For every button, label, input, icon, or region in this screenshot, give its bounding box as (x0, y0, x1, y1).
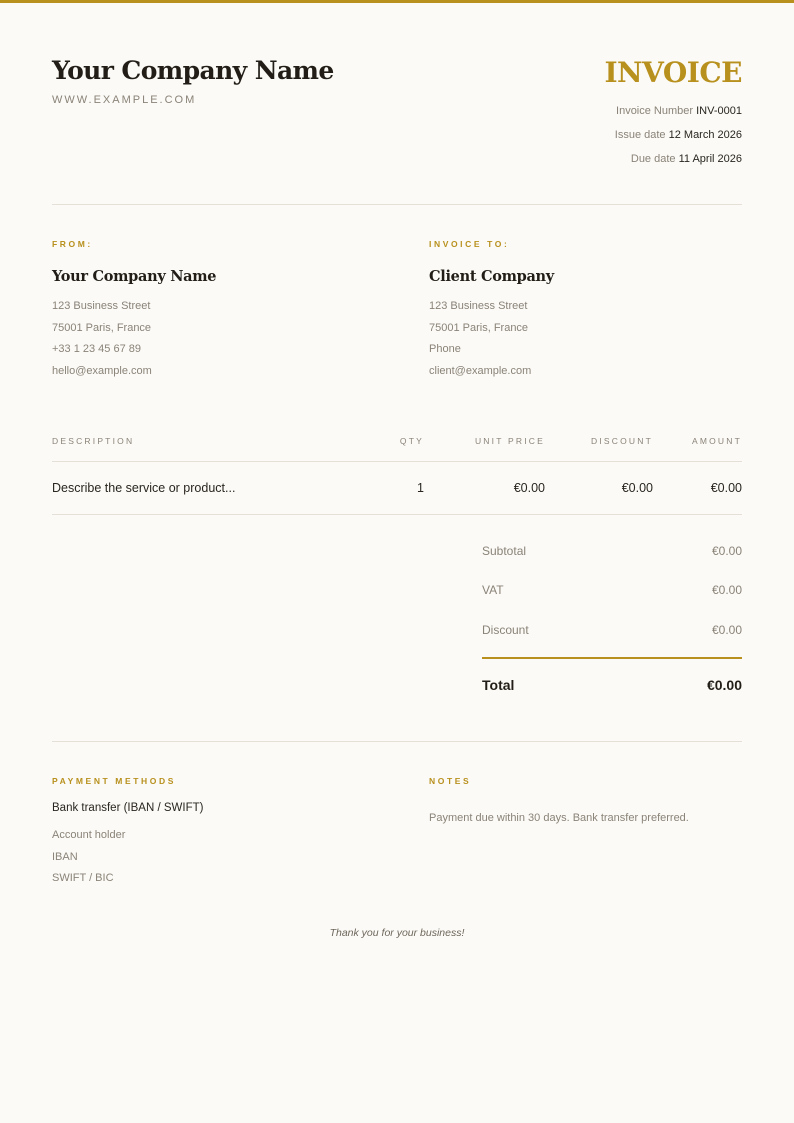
due-date-value: 11 April 2026 (678, 153, 742, 165)
vat-value: €0.00 (711, 583, 742, 597)
payment-method: Bank transfer (IBAN / SWIFT) (52, 802, 204, 814)
discount-label: Discount (482, 623, 529, 637)
invoice-to-heading: INVOICE TO: (429, 239, 510, 249)
column-header-amount: AMOUNT (691, 436, 742, 446)
issue-date-label: Issue date (614, 129, 666, 141)
thank-you-message: Thank you for your business! (329, 927, 465, 939)
subtotal-label: Subtotal (482, 544, 527, 558)
from-city: 75001 Paris, France (52, 322, 152, 334)
from-heading: FROM: (52, 239, 93, 249)
vat-label: VAT (482, 583, 504, 597)
total-divider (482, 657, 742, 659)
footer-divider (52, 741, 742, 742)
subtotal-value: €0.00 (711, 544, 742, 558)
row-qty: 1 (417, 481, 424, 495)
invoice-number-row (616, 105, 742, 117)
header-divider (52, 204, 742, 205)
client-street: 123 Business Street (429, 300, 528, 312)
due-date-label: Due date (630, 153, 676, 165)
payment-methods-heading: PAYMENT METHODS (52, 776, 177, 786)
issue-date-value: 12 March 2026 (668, 129, 742, 141)
accent-top-bar (0, 0, 794, 3)
discount-value: €0.00 (711, 623, 742, 637)
client-city: 75001 Paris, France (429, 322, 529, 334)
client-email: client@example.com (429, 365, 532, 377)
company-website: WWW.EXAMPLE.COM (52, 94, 197, 106)
iban: IBAN (52, 851, 78, 863)
from-email: hello@example.com (52, 365, 152, 377)
invoice-number-value: INV-0001 (696, 105, 742, 117)
column-header-qty: QTY (399, 436, 424, 446)
row-unit-price: €0.00 (513, 481, 545, 495)
column-header-unit-price: UNIT PRICE (474, 436, 545, 446)
total-value: €0.00 (706, 677, 742, 693)
notes-heading: NOTES (429, 776, 472, 786)
invoice-title: INVOICE (604, 56, 742, 89)
from-street: 123 Business Street (52, 300, 151, 312)
row-discount: €0.00 (621, 481, 653, 495)
from-company-name: Your Company Name (52, 268, 217, 285)
client-phone: Phone (429, 343, 461, 355)
account-holder: Account holder (52, 829, 126, 841)
swift-bic: SWIFT / BIC (52, 872, 114, 884)
from-phone: +33 1 23 45 67 89 (52, 343, 141, 355)
issue-date-row (615, 129, 742, 141)
table-bottom-divider (52, 514, 742, 515)
client-company-name: Client Company (429, 268, 554, 285)
invoice-number-label: Invoice Number (616, 105, 694, 117)
row-description: Describe the service or product... (52, 481, 236, 495)
notes-text: Payment due within 30 days. Bank transfer preferred. (429, 812, 689, 824)
total-label: Total (482, 677, 515, 693)
due-date-row (631, 153, 742, 165)
column-header-discount: DISCOUNT (591, 436, 653, 446)
table-header-divider (52, 461, 742, 462)
row-amount: €0.00 (710, 481, 742, 495)
company-name: Your Company Name (52, 56, 334, 85)
column-header-description: DESCRIPTION (52, 436, 135, 446)
